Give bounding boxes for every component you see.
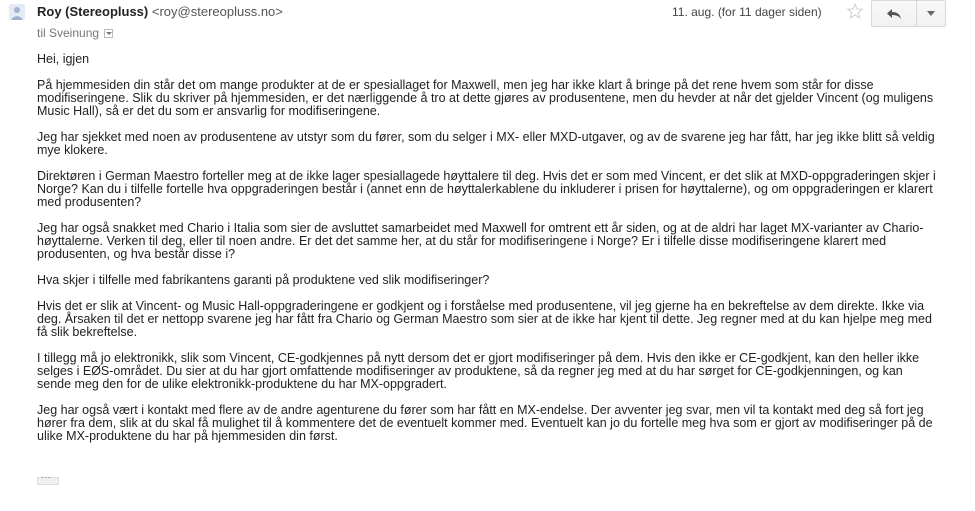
sender-name: Roy (Stereopluss) xyxy=(37,4,149,19)
chevron-down-icon xyxy=(927,11,935,16)
reply-icon xyxy=(886,8,902,20)
message-paragraph: Hva skjer i tilfelle med fabrikantens garanti på produktene ved slik modifiseringer? xyxy=(37,273,490,287)
message-paragraph: I tillegg må jo elektronikk, slik som Vincent, CE-godkjennes på nytt dersom det er gjort modifiseringer på dem. Hvis den ikke er CE-godkjent, kan den heller ikke selges i EØS-området. Du sier at du har gjort omfattende modifiseringer av produktene, så da regner jeg med at du har sørget for CE-godkjenningen, og kan sende meg den for de ulike elektronikk-produktene du har MX-oppgradert. xyxy=(37,351,920,391)
message-body xyxy=(37,53,937,456)
person-icon xyxy=(9,4,25,20)
sender-email: <roy@stereopluss.no> xyxy=(151,4,283,19)
show-trimmed-content-button[interactable] xyxy=(37,477,59,485)
show-details-dropdown[interactable] xyxy=(104,29,113,38)
message-paragraph: Jeg har også vært i kontakt med flere av de andre agenturene du fører som har fått en MX-endelse. Der avventer jeg svar, men vil ta kontakt med deg så fort jeg hører fra dem, slik at du skal få mulighet til å kommentere det de eventuelt kommer med. Eventuelt kan jo du fortelle meg hva som er gjort av modifiseringer på de ulike MX-produktene du har på hjemmesiden din først. xyxy=(37,403,933,443)
reply-button[interactable] xyxy=(871,0,917,27)
message-paragraph: Jeg har også snakket med Chario i Italia som sier de avsluttet samarbeidet med Maxwell for omtrent ett år siden, og at de aldri har laget MX-varianter av Chario-høyttalerne. Verken til deg, eller til noen andre. Er det det samme her, at du står for modifiseringene i Norge? Er i tilfelle disse modifiseringene klarert med produsenten, og hva består disse i? xyxy=(37,221,924,261)
message-date: 11. aug. (for 11 dager siden) xyxy=(672,5,822,19)
recipient-line xyxy=(37,26,113,40)
message-greeting: Hei, igjen xyxy=(37,52,90,66)
message-paragraph: Direktøren i German Maestro forteller meg at de ikke lager spesiallagede høyttalere til deg. Hvis det er som med Vincent, er det slik at MXD-oppgraderingen skjer i Norge? Kan du i tilfelle fortelle hva oppgraderingen består i (annet enn de høyttalerkablene du inkluderer i prisen for høyttalerne), og om oppgraderingen er klarert med produsenten? xyxy=(37,169,936,209)
message-paragraph: Hvis det er slik at Vincent- og Music Hall-oppgraderingene er godkjent og i forståelse med produsentene, vil jeg gjerne ha en bekreftelse av dem direkte. Ikke via deg. Årsaken til det er nettopp svarene jeg har fått fra Chario og German Maestro som sier at de ikke har kjent til dette. Jeg regner med at du kan hjelpe meg med få slik bekreftelse. xyxy=(37,299,932,339)
more-options-button[interactable] xyxy=(916,0,946,27)
star-button[interactable] xyxy=(846,2,864,20)
message-paragraph: På hjemmesiden din står det om mange produkter at de er spesiallaget for Maxwell, men jeg har ikke klart å bringe på det rene hvem som står for disse modifiseringene. Slik du skriver på hjemmesiden, er det nærliggende å tro at dette gjøres av produsentene, men du hevder at når det gjelder Vincent (og muligens Music Hall), så er det du som er ansvarlig for modifiseringene. xyxy=(37,78,934,118)
recipient-label: til Sveinung xyxy=(37,26,100,40)
sender-avatar xyxy=(9,4,25,20)
message-paragraph: Jeg har sjekket med noen av produsentene av utstyr som du fører, som du selger i MX- eller MXD-utgaver, og av de svarene jeg har fått, har jeg ikke blitt så veldig mye klokere. xyxy=(37,130,935,157)
star-icon xyxy=(846,2,864,20)
sender xyxy=(37,4,283,19)
